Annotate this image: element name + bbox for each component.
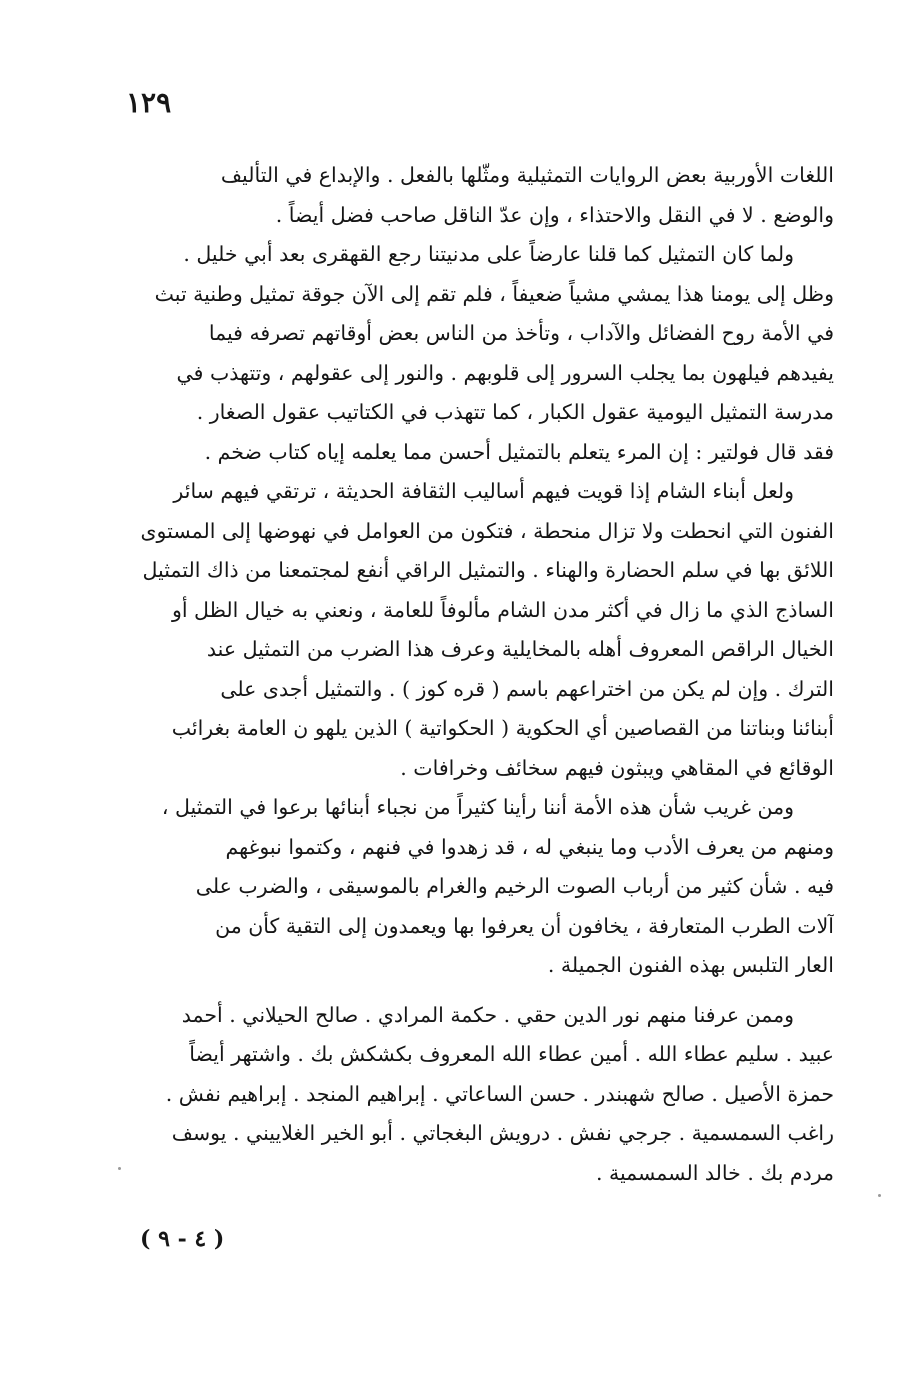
paragraph [110,996,834,1194]
text-line: يفيدهم فيلهون بما يجلب السرور إلى قلوبهم . والنور إلى عقولهم ، وتتهذب في [176,360,834,385]
scan-speck [118,1167,121,1170]
text-line: ومن غريب شأن هذه الأمة أننا رأينا كثيراً من نجباء أبنائها برعوا في التمثيل ، [161,795,794,819]
text-line: الفنون التي انحطت ولا تزال منحطة ، فتكون من العوامل في نهوضها إلى المستوى [140,518,834,543]
text-line: الوقائع في المقاهي ويبثون فيهم سخائف وخرافات . [400,755,834,780]
text-line: ولما كان التمثيل كما قلنا عارضاً على مدنيتنا رجع القهقرى بعد أبي خليل . [183,242,794,266]
text-line: اللائق بها في سلم الحضارة والهناء . والتمثيل الراقي أنفع لمجتمعنا من ذاك التمثيل [142,558,834,582]
text-line: في الأمة روح الفضائل والآداب ، وتأخذ من الناس بعض أوقاتهم تصرفه فيما [208,321,834,345]
text-line: وممن عرفنا منهم نور الدين حقي . حكمة المرادي . صالح الحيلاني . أحمد [181,1002,794,1027]
paragraph-spacer [110,986,834,996]
text-line: مدرسة التمثيل اليومية عقول الكبار ، كما تتهذب في الكتاتيب عقول الصغار . [196,400,834,424]
text-line: الترك . وإن لم يكن من اختراعهم باسم ( قره كوز ) . والتمثيل أجدى على [220,676,834,701]
text-line: والوضع . لا في النقل والاحتذاء ، وإن عدّ الناقل صاحب فضل أيضاً . [275,202,834,227]
text-line: وظل إلى يومنا هذا يمشي مشياً ضعيفاً ، فلم تقم إلى الآن جوقة تمثيل وطنية تبث [154,281,834,306]
paragraph [110,156,834,235]
text-line: الخيال الراقص المعروف أهله بالمخايلية وعرف هذا الضرب من التمثيل عند [206,637,834,661]
text-line: الساذج الذي ما زال في أكثر مدن الشام مألوفاً للعامة ، ونعني به خيال الظل أو [171,597,834,622]
paragraph [110,235,834,472]
signature-mark: ( ٤ - ٩ ) [140,1226,225,1252]
text-line: فقد قال فولتير : إن المرء يتعلم بالتمثيل أحسن مما يعلمه إياه كتاب ضخم . [204,439,834,464]
paragraph [110,472,834,788]
text-line: أبنائنا وبناتنا من القصاصين أي الحكوية ( الحكواتية ) الذين يلهو ن العامة بغرائب [171,716,834,740]
text-line: العار التلبس بهذه الفنون الجميلة . [547,953,834,977]
text-line: راغب السمسمية . جرجي نفش . درويش البغجاتي . أبو الخير الغلاييني . يوسف [171,1121,834,1145]
text-line: مردم بك . خالد السمسمية . [595,1160,834,1185]
text-line: ولعل أبناء الشام إذا قويت فيهم أساليب الثقافة الحديثة ، ترتقي فيهم سائر [173,479,794,503]
text-line: عبيد . سليم عطاء الله . أمين عطاء الله المعروف بكشكش بك . واشتهر أيضاً [189,1042,834,1066]
paragraph [110,788,834,986]
text-line: آلات الطرب المتعارفة ، يخافون أن يعرفوا بها ويعمدون إلى التقية كأن من [215,913,834,938]
text-line: حمزة الأصيل . صالح شهبندر . حسن الساعاتي . إبراهيم المنجد . إبراهيم نفش . [165,1081,834,1106]
body-text [110,156,834,1193]
text-line: ومنهم من يعرف الأدب وما ينبغي له ، قد زهدوا في فنهم ، وكتموا نبوغهم [225,834,834,859]
text-line: فيه . شأن كثير من أرباب الصوت الرخيم والغرام بالموسيقى ، والضرب على [195,874,834,898]
text-line: اللغات الأوربية بعض الروايات التمثيلية ومثّلها بالفعل . والإبداع في التأليف [220,163,834,187]
page-number: ١٢٩ [126,86,172,119]
scan-speck [878,1194,881,1197]
